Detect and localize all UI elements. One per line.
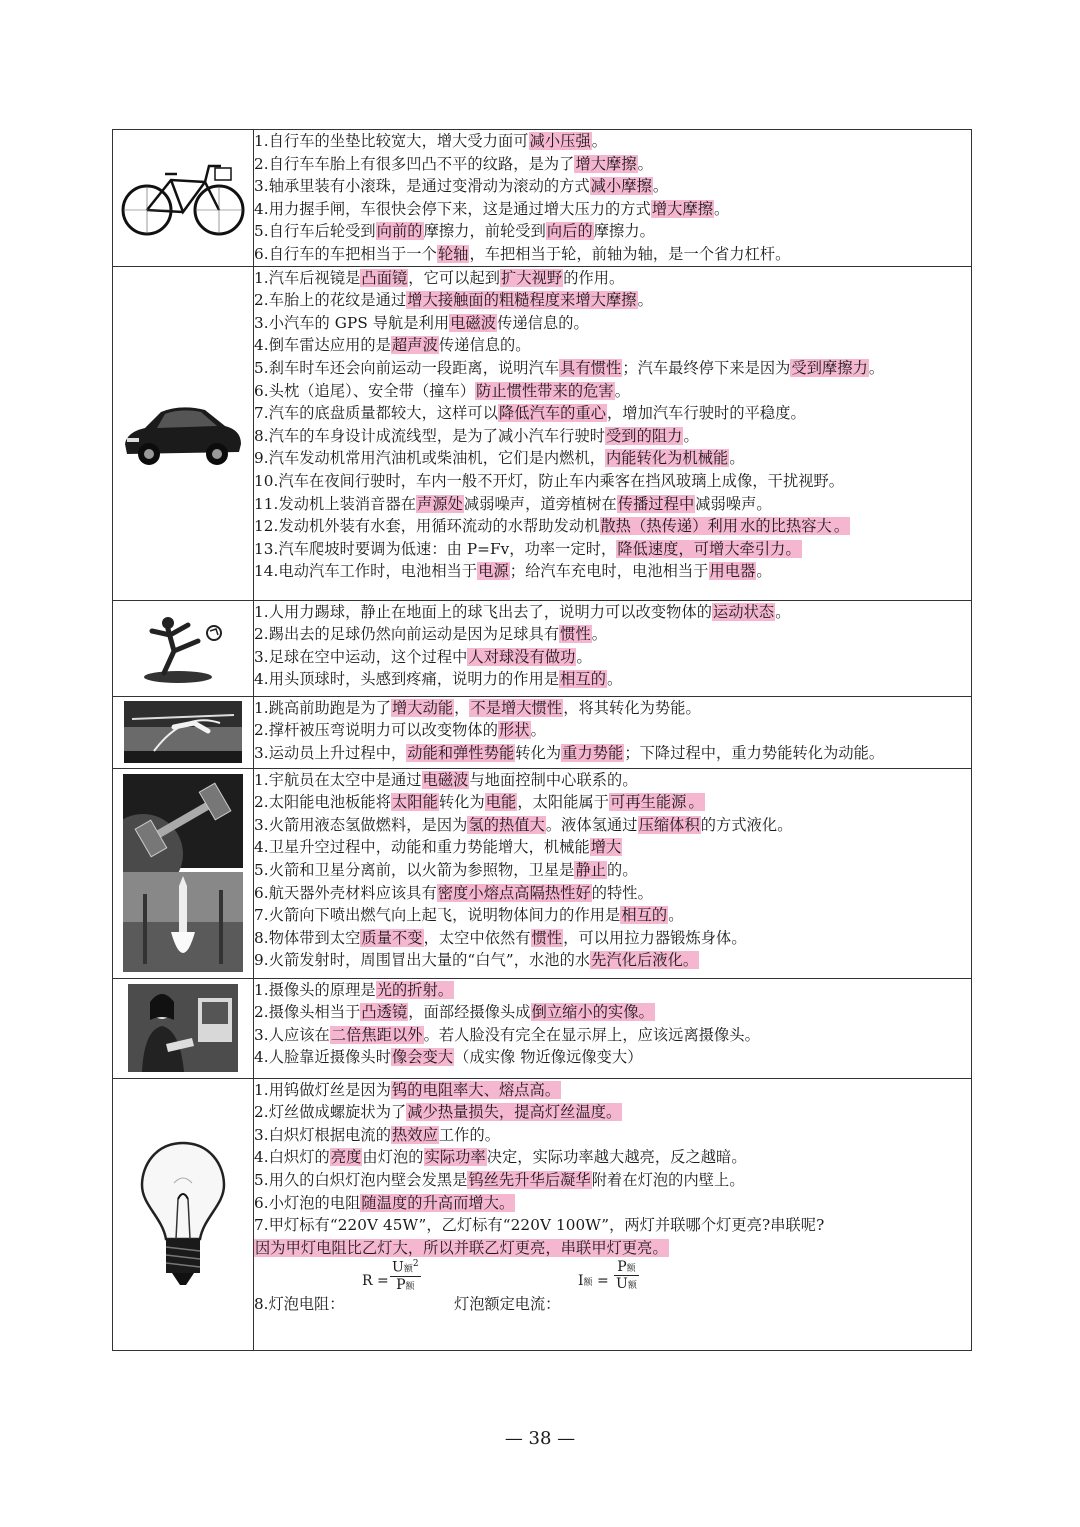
- text-segment: 。: [683, 426, 699, 445]
- text-segment: ；给汽车充电时，电池相当于: [509, 562, 709, 581]
- text-segment: 13.汽车爬坡时要调为低速：由 P=Fv，功率一定时，: [254, 539, 617, 558]
- highlighted-text: 密度小熔点高隔热性好: [437, 883, 591, 902]
- text-segment: ，它可以起到: [408, 268, 501, 287]
- highlighted-text: 增大摩擦: [575, 154, 637, 173]
- text-line: [254, 1169, 971, 1192]
- highlighted-text: 压缩体积: [638, 815, 700, 834]
- text-segment: 5.自行车后轮受到: [254, 222, 376, 241]
- text-segment: 7.汽车的底盘质量都较大，这样可以: [254, 404, 499, 423]
- text-segment: 。: [868, 358, 885, 377]
- text-segment: 2.自行车车胎上有很多凹凸不平的纹路，是为了: [254, 154, 575, 173]
- text-segment: 传递信息的。: [497, 313, 589, 332]
- highlighted-text: 受到的阻力: [606, 426, 683, 445]
- text-segment: ；下降过程中，重力势能转化为动能。: [624, 743, 885, 762]
- text-segment: 3.人应该在: [254, 1025, 330, 1044]
- text-segment: 减弱噪声。: [695, 494, 772, 513]
- formula-label-resistance: 8.灯泡电阻：: [254, 1295, 345, 1314]
- text-line: [254, 791, 971, 814]
- text-line: [254, 1079, 971, 1102]
- text-segment: 4.倒车雷达应用的是: [254, 336, 391, 355]
- highlighted-text: 减小摩擦: [590, 177, 652, 196]
- highlighted-text: 传播过程中: [617, 494, 695, 513]
- highlighted-text: 质量不变: [361, 928, 423, 947]
- text-segment: 2.踢出去的足球仍然向前运动是因为足球具有: [254, 625, 560, 644]
- text-segment: 。: [614, 381, 631, 400]
- highlighted-text: 惯性: [531, 928, 563, 947]
- text-line: [254, 130, 971, 153]
- text-line: [254, 646, 971, 669]
- camera-text-cell: [254, 978, 972, 1078]
- soccer-image-cell: [113, 600, 254, 696]
- text-line: [254, 243, 971, 266]
- section-lines: [254, 130, 971, 266]
- space-text-cell: [254, 768, 972, 978]
- text-line: [254, 1146, 971, 1169]
- text-segment: ，太阳能属于: [517, 793, 610, 812]
- text-line: [254, 515, 971, 538]
- car-icon: [121, 398, 245, 468]
- text-line: [254, 1101, 971, 1124]
- section-bicycle: [113, 130, 972, 267]
- text-line: [254, 1024, 971, 1047]
- section-space: [113, 768, 972, 978]
- text-line: [254, 668, 971, 691]
- highlighted-text: 动能和弹性势能: [407, 743, 515, 762]
- page-number: — 38 —: [504, 1428, 576, 1449]
- highlighted-text: 轮轴: [437, 244, 469, 263]
- text-segment: 10.汽车在夜间行驶时，车内一般不开灯，防止车内乘客在挡风玻璃上成像，干扰视野。: [254, 471, 845, 490]
- text-segment: 。: [775, 602, 791, 621]
- text-line: [254, 623, 971, 646]
- text-line: [254, 719, 971, 742]
- highlighted-text: 内能转化为机械能: [606, 449, 729, 468]
- highlighted-text: 电能: [485, 793, 517, 812]
- text-segment: （成实像 物近像远像变大）: [454, 1048, 643, 1067]
- text-segment: 转化为: [515, 743, 562, 762]
- text-line: [254, 1046, 971, 1069]
- text-line: [254, 1192, 971, 1215]
- text-segment: 。: [637, 291, 653, 310]
- highlighted-text: 静止: [575, 860, 607, 879]
- text-segment: 5.刹车时车还会向前运动一段距离，说明汽车: [254, 358, 560, 377]
- text-segment: 3.白炽灯根据电流的: [254, 1125, 391, 1144]
- content-table: [112, 129, 972, 1351]
- camera-image-cell: [113, 978, 254, 1078]
- text-segment: ，: [454, 698, 470, 717]
- text-segment: 与地面控制中心联系的。: [469, 770, 638, 789]
- text-segment: 摩擦力，前轮受到: [423, 222, 546, 241]
- text-segment: 的作用。: [563, 268, 625, 287]
- i-eq: =: [597, 1273, 609, 1290]
- highlighted-text: 相互的: [560, 670, 607, 689]
- text-segment: 转化为: [438, 793, 485, 812]
- text-segment: 4.卫星升空过程中，动能和重力势能增大，机械能: [254, 838, 590, 857]
- text-segment: 3.火箭用液态氢做燃料，是因为: [254, 815, 468, 834]
- i-den-sub: 额: [627, 1281, 637, 1292]
- current-fraction: [614, 1259, 639, 1292]
- highlighted-text: 实际功率: [424, 1148, 486, 1167]
- highlighted-text: 声源处: [417, 494, 463, 513]
- text-line: [254, 742, 971, 765]
- highlighted-text: 倒立缩小的实像。: [531, 1003, 654, 1022]
- highlighted-text: 减少热量损失，提高灯丝温度。: [407, 1103, 622, 1122]
- car-text-cell: [254, 266, 972, 600]
- highlighted-text: 惯性: [560, 625, 591, 644]
- bicycle-icon: [119, 158, 247, 238]
- highlighted-text: 运动状态: [713, 602, 775, 621]
- text-segment: 传递信息的。: [438, 336, 531, 355]
- text-segment: 5.火箭和卫星分离前，以火箭为参照物，卫星是: [254, 860, 575, 879]
- text-line: [254, 267, 971, 290]
- bicycle-image-cell: [113, 130, 254, 267]
- text-segment: 6.自行车的车把相当于一个: [254, 244, 437, 263]
- text-segment: 。: [530, 721, 546, 740]
- section-camera: [113, 978, 972, 1078]
- text-segment: 。: [591, 625, 608, 644]
- section-lines: [254, 697, 971, 765]
- text-line: [254, 949, 971, 972]
- text-line: [254, 1237, 971, 1260]
- text-segment: 1.用钨做灯丝是因为: [254, 1080, 391, 1099]
- text-line: [254, 380, 971, 403]
- camera-face-icon: [128, 984, 238, 1072]
- text-line: [254, 836, 971, 859]
- text-segment: 的。: [607, 860, 638, 879]
- highlighted-text: 。: [833, 517, 850, 536]
- highlighted-text: 凸面镜: [361, 268, 408, 287]
- text-segment: 。若人脸没有完全在显示屏上，应该远离摄像头。: [423, 1025, 760, 1044]
- highlighted-text: 增大: [590, 838, 622, 857]
- text-line: [254, 882, 971, 905]
- highlighted-text: 。: [688, 793, 704, 812]
- section-light-bulb: [113, 1078, 972, 1350]
- text-segment: 的特性。: [591, 883, 653, 902]
- highlighted-text: 热效应: [392, 1125, 438, 1144]
- text-segment: 工作的。: [438, 1125, 501, 1144]
- text-segment: 4.人脸靠近摄像头时: [254, 1048, 391, 1067]
- text-segment: 附着在灯泡的内壁上。: [591, 1170, 745, 1189]
- text-line: [254, 289, 971, 312]
- highlighted-text: 增大摩擦: [651, 199, 714, 218]
- car-image-cell: [113, 266, 254, 600]
- text-segment: 1.摄像头的原理是: [254, 980, 376, 999]
- text-line: [254, 979, 971, 1002]
- highlighted-text: 降低汽车的重心: [499, 404, 607, 423]
- highlighted-text: 电源: [478, 562, 509, 581]
- text-segment: ；汽车最终停下来是因为: [622, 358, 791, 377]
- text-segment: 。: [652, 177, 669, 196]
- text-line: [254, 312, 971, 335]
- section-car: [113, 266, 972, 600]
- text-segment: ，将其转化为势能。: [563, 698, 701, 717]
- text-segment: 1.跳高前助跑是为了: [254, 698, 391, 717]
- highlighted-text: 超声波: [392, 336, 438, 355]
- text-line: [254, 859, 971, 882]
- text-segment: 3.足球在空中运动，这个过程中: [254, 647, 468, 666]
- highlighted-text: 太阳能: [392, 793, 438, 812]
- text-segment: 摩擦力。: [593, 222, 655, 241]
- text-segment: 由灯泡的: [362, 1148, 424, 1167]
- text-segment: 1.宇航员在太空中是通过: [254, 770, 422, 789]
- text-line: [254, 220, 971, 243]
- highlighted-text: 防止惯性带来的危害: [476, 381, 614, 400]
- text-segment: 6.头枕（追尾）、安全带（撞车）: [254, 381, 476, 400]
- text-segment: 。: [576, 647, 592, 666]
- highlighted-text: 电磁波: [422, 770, 469, 789]
- text-segment: 决定，实际功率越大越亮，反之越暗。: [486, 1148, 747, 1167]
- highlighted-text: 二倍焦距以外: [330, 1025, 423, 1044]
- text-segment: 8.物体带到太空: [254, 928, 361, 947]
- text-line: [254, 425, 971, 448]
- highlighted-text: 向前的: [376, 222, 423, 241]
- highlighted-text: 增大动能: [392, 698, 454, 717]
- highlighted-text: 不是增大惯性: [470, 698, 563, 717]
- section-soccer: [113, 600, 972, 696]
- text-segment: 1.汽车后视镜是: [254, 268, 361, 287]
- highlighted-text: 随温度的升高而增大。: [361, 1193, 515, 1212]
- i-num-sub: 额: [626, 1264, 636, 1275]
- i-den: U: [616, 1276, 628, 1293]
- text-segment: 11.发动机上装消音器在: [254, 494, 417, 513]
- highlighted-text: 具有惯性: [560, 358, 622, 377]
- text-segment: 。: [607, 670, 623, 689]
- text-segment: 7.火箭向下喷出燃气向上起飞，说明物体间力的作用是: [254, 906, 621, 925]
- text-segment: 。: [714, 199, 730, 218]
- text-line: [254, 153, 971, 176]
- text-line: [254, 447, 971, 470]
- highlighted-text: 扩大视野: [501, 268, 563, 287]
- space-image-cell: [113, 768, 254, 978]
- text-segment: ，增加汽车行驶时的平稳度。: [607, 404, 806, 423]
- r-num: U: [392, 1259, 404, 1276]
- text-segment: 2.摄像头相当于: [254, 1003, 361, 1022]
- highlighted-text: 先汽化后液化。: [591, 951, 699, 970]
- section-lines: [254, 1079, 971, 1260]
- text-line: [254, 814, 971, 837]
- section-lines: [254, 769, 971, 972]
- highlighted-text: 增大接触面的粗糙程度来增大摩擦: [407, 291, 637, 310]
- text-line: [254, 493, 971, 516]
- highlighted-text: 电磁波: [450, 313, 497, 332]
- resistance-fraction: [390, 1259, 421, 1293]
- text-line: [254, 402, 971, 425]
- r-den: P: [396, 1276, 406, 1293]
- text-segment: 6.小灯泡的电阻: [254, 1193, 361, 1212]
- text-line: [254, 601, 971, 624]
- text-line: [254, 904, 971, 927]
- text-segment: 2.太阳能电池板能将: [254, 793, 391, 812]
- text-segment: 。: [591, 132, 608, 150]
- section-lines: [254, 267, 971, 583]
- light-bulb-icon: [138, 1139, 228, 1289]
- highlighted-text: 向后的: [546, 222, 593, 241]
- text-line: [254, 198, 971, 221]
- text-segment: 。液体氢通过: [545, 815, 638, 834]
- text-segment: 6.航天器外壳材料应该具有: [254, 883, 437, 902]
- highlighted-text: 人对球没有做功: [468, 647, 576, 666]
- highlighted-text: 钨丝先升华后凝华: [468, 1170, 591, 1189]
- text-segment: ，太空中依然有: [423, 928, 531, 947]
- text-segment: 9.汽车发动机常用汽油机或柴油机，它们是内燃机，: [254, 449, 606, 468]
- formula-line: [254, 1259, 971, 1317]
- text-segment: ，车把相当于轮，前轴为轴，是一个省力杠杆。: [469, 244, 791, 263]
- highlighted-text: 像会变大: [392, 1048, 454, 1067]
- highlighted-text: 形状: [499, 721, 530, 740]
- formula-i-lhs: [578, 1273, 609, 1289]
- text-segment: 的方式液化。: [700, 815, 793, 834]
- text-segment: ，面部经摄像头成: [408, 1003, 531, 1022]
- text-segment: 5.用久的白炽灯泡内壁会发黑是: [254, 1170, 468, 1189]
- highlighted-text: 氢的热值大: [468, 815, 545, 834]
- highlighted-text: 重力势能: [562, 743, 624, 762]
- text-line: [254, 697, 971, 720]
- text-line: [254, 1001, 971, 1024]
- pole-vault-icon: [124, 701, 242, 763]
- text-segment: 。: [668, 906, 684, 925]
- section-lines: [254, 601, 971, 691]
- text-segment: 7.甲灯标有“220V 45W”，乙灯标有“220V 100W”，两灯并联哪个灯更亮?串联呢?: [254, 1216, 825, 1235]
- i-lhs-symbol: I: [578, 1273, 584, 1290]
- highlighted-text: 凸透镜: [361, 1003, 408, 1022]
- i-lhs-sub: 额: [583, 1278, 593, 1289]
- section-lines: [254, 979, 971, 1069]
- r-num-sup: 2: [412, 1259, 419, 1270]
- text-segment: 2.灯丝做成螺旋状为了: [254, 1103, 407, 1122]
- text-line: [254, 1124, 971, 1147]
- highlighted-text: 受到摩擦力: [791, 358, 868, 377]
- text-segment: 4.用力握手闸，车很快会停下来，这是通过增大压力的方式: [254, 199, 651, 218]
- highlighted-text: 散热（热传递）利用: [600, 517, 739, 536]
- text-line: [254, 1214, 971, 1237]
- text-line: [254, 357, 971, 380]
- highlighted-text: 可再生能源: [610, 793, 687, 812]
- highlighted-text: 相互的: [621, 906, 668, 925]
- text-line: [254, 560, 971, 583]
- formula-label-current: 灯泡额定电流：: [454, 1295, 561, 1314]
- pole-vault-image-cell: [113, 696, 254, 768]
- r-num-sub: 额: [403, 1264, 413, 1275]
- text-segment: 2.车胎上的花纹是通过: [254, 291, 407, 310]
- text-line: [254, 927, 971, 950]
- soccer-player-icon: [138, 611, 228, 685]
- text-segment: 1.自行车的坐垫比较宽大，增大受力面可: [254, 132, 529, 150]
- bicycle-text-cell: [254, 130, 972, 267]
- text-segment: 减弱噪声，道旁植树在: [463, 494, 617, 513]
- highlighted-text: 降低速度，可增大牵引力。: [617, 539, 801, 558]
- text-segment: 1.人用力踢球，静止在地面上的球飞出去了，说明力可以改变物体的: [254, 602, 713, 621]
- text-segment: 4.白炽灯的: [254, 1148, 330, 1167]
- highlighted-text: 光的折射。: [376, 980, 454, 999]
- i-num: P: [617, 1259, 627, 1276]
- text-segment: 。: [756, 562, 772, 581]
- highlighted-text: 水的比热容大: [740, 517, 832, 536]
- highlighted-text: 减小压强: [529, 132, 591, 150]
- text-segment: 3.运动员上升过程中，: [254, 743, 407, 762]
- highlighted-text: 钨的电阻率大、熔点高。: [392, 1080, 561, 1099]
- text-segment: 2.撑杆被压弯说明力可以改变物体的: [254, 721, 499, 740]
- text-segment: 。: [729, 449, 745, 468]
- text-segment: 8.汽车的车身设计成流线型，是为了减小汽车行驶时: [254, 426, 606, 445]
- text-line: [254, 334, 971, 357]
- highlighted-text: 用电器: [709, 562, 756, 581]
- pole-vault-text-cell: [254, 696, 972, 768]
- text-segment: 14.电动汽车工作时，电池相当于: [254, 562, 478, 581]
- text-segment: 3.小汽车的 GPS 导航是利用: [254, 313, 450, 332]
- text-line: [254, 175, 971, 198]
- text-segment: 3.轴承里装有小滚珠，是通过变滑动为滚动的方式: [254, 177, 590, 196]
- section-pole-vault: [113, 696, 972, 768]
- r-den-sub: 额: [405, 1281, 415, 1292]
- soccer-text-cell: [254, 600, 972, 696]
- text-segment: 4.用头顶球时，头感到疼痛，说明力的作用是: [254, 670, 560, 689]
- text-segment: ，可以用拉力器锻炼身体。: [563, 928, 747, 947]
- space-station-rocket-icon: [123, 774, 243, 972]
- text-line: [254, 538, 971, 561]
- formula-r-lhs: R =: [362, 1273, 389, 1290]
- text-segment: 9.火箭发射时，周围冒出大量的“白气”，水池的水: [254, 951, 591, 970]
- highlighted-text: 亮度: [330, 1148, 362, 1167]
- text-segment: 。: [637, 154, 653, 173]
- text-segment: 12.发动机外装有水套，用循环流动的水帮助发动机: [254, 517, 600, 536]
- text-line: [254, 769, 971, 792]
- highlighted-text: 因为甲灯电阻比乙灯大，所以并联乙灯更亮，串联甲灯更亮。: [255, 1238, 668, 1257]
- text-line: [254, 470, 971, 493]
- light-bulb-image-cell: [113, 1078, 254, 1350]
- light-bulb-text-cell: [254, 1078, 972, 1350]
